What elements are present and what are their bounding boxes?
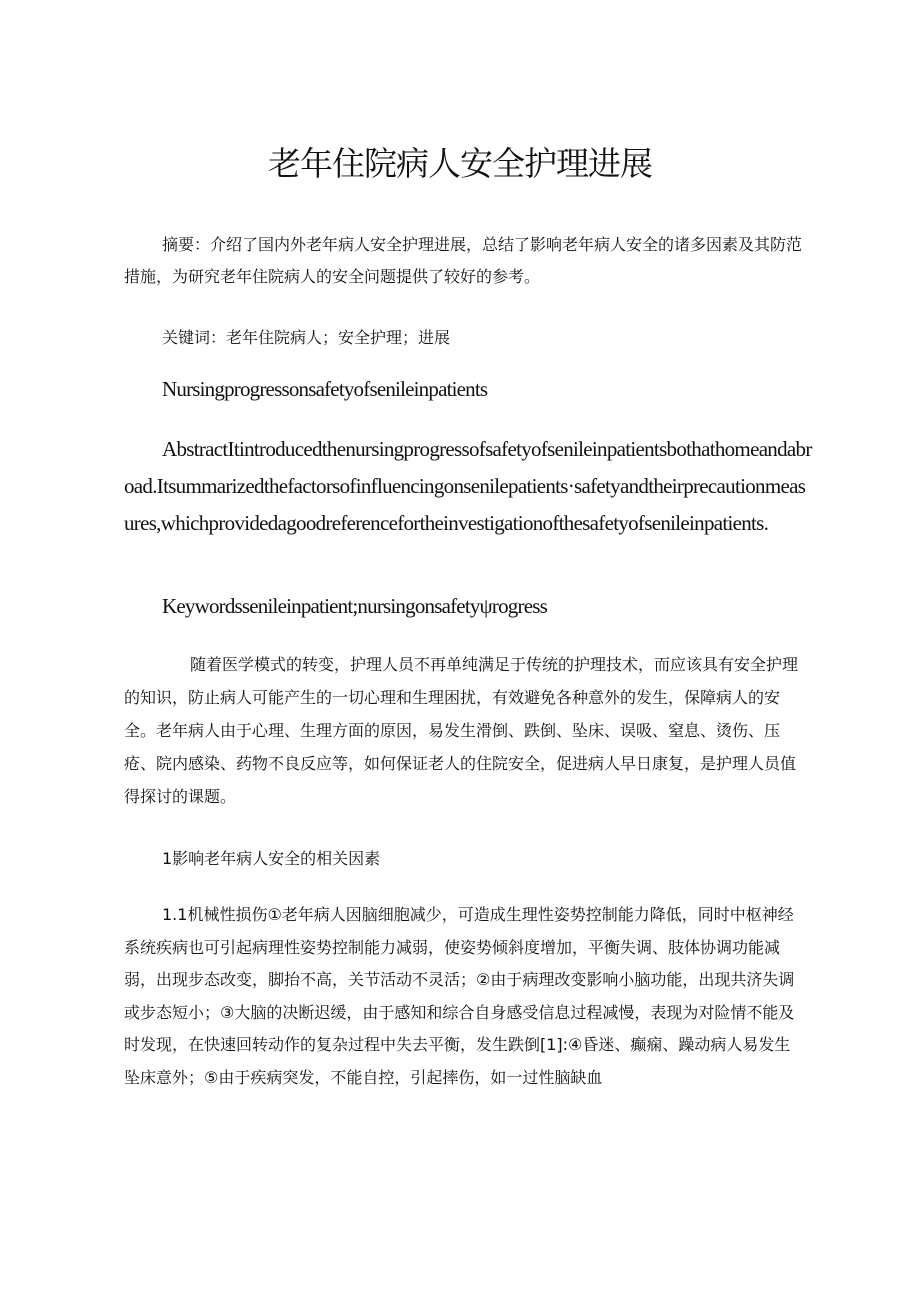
abstract-english: AbstractItintroducedthenursingprogressofsafetyofsenileinpatientsbothathomeandabroad.Itsummarizedthefactorsofinfluencingonsenilepatients·safetyandtheirprecautionmeasures,whichprovidedagoodreferencefortheinvestigationofthesafetyofsenileinpatients. xyxy=(124,437,812,535)
abstract-chinese: 摘要：介绍了国内外老年病人安全护理进展，总结了影响老年病人安全的诸多因素及其防范措施，为研究老年住院病人的安全问题提供了较好的参考。 xyxy=(124,235,803,286)
keywords-chinese: 关键词：老年住院病人；安全护理；进展 xyxy=(162,328,451,347)
intro-paragraph: 随着医学模式的转变，护理人员不再单纯满足于传统的护理技术，而应该具有安全护理的知识，防止病人可能产生的一切心理和生理困扰，有效避免各种意外的发生，保障病人的安全。老年病人由于心理、生理方面的原因，易发生滑倒、跌倒、坠床、误吸、窒息、烫伤、压疮、院内感染、药物不良反应等，如何保证老人的住院安全，促进病人早日康复，是护理人员值得探讨的课题。 xyxy=(124,655,799,806)
section-1-heading: 1影响老年病人安全的相关因素 xyxy=(162,849,381,868)
keywords-english: Keywordssenileinpatient;nursingonsafetyψrogress xyxy=(162,594,547,618)
english-title: Nursingprogressonsafetyofsenileinpatients xyxy=(162,377,488,401)
section-1-1-paragraph: 1.1机械性损伤①老年病人因脑细胞减少，可造成生理性姿势控制能力降低，同时中枢神经系统疾病也可引起病理性姿势控制能力减弱，使姿势倾斜度增加，平衡失调、肢体协调功能减弱，出现步态改变，脚抬不高，关节活动不灵活；②由于病理改变影响小脑功能，出现共济失调或步态短小；③大脑的决断迟缓，由于感知和综合自身感受信息过程减慢，表现为对险情不能及时发现，在快速回转动作的复杂过程中失去平衡，发生跌倒[1]:④昏迷、癫痫、躁动病人易发生坠床意外；⑤由于疾病突发，不能自控，引起摔伤，如一过性脑缺血 xyxy=(124,905,795,1087)
document-title: 老年住院病人安全护理进展 xyxy=(268,144,652,183)
